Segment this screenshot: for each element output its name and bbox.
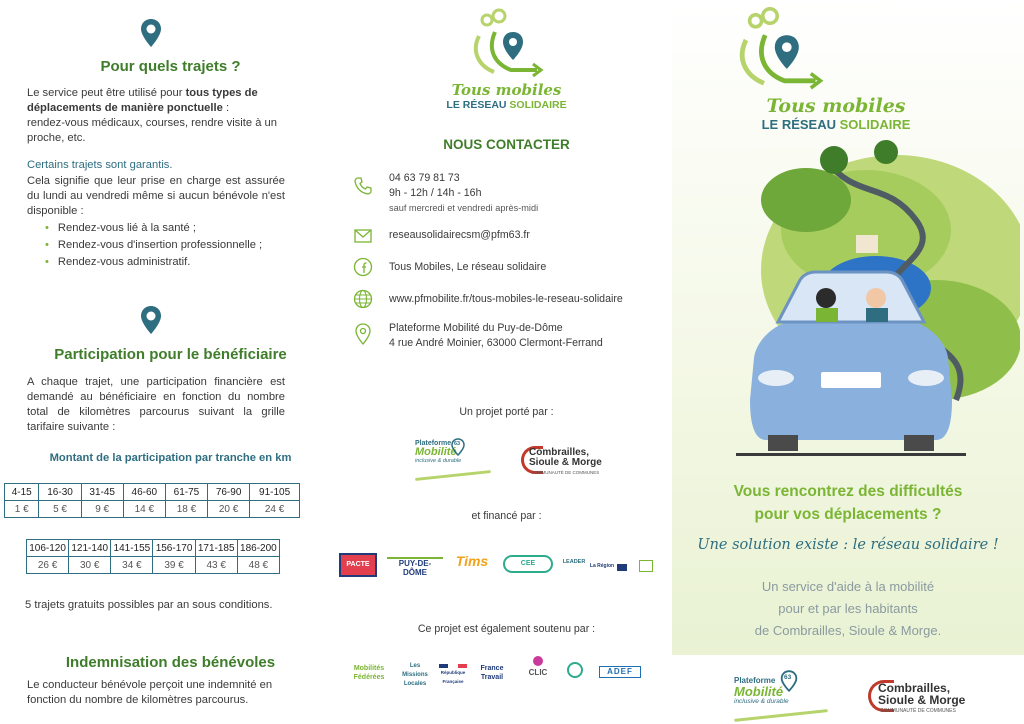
contact-phone: 04 63 79 81 73 9h - 12h / 14h - 16h sauf mercredi et vendredi après-midi bbox=[389, 172, 539, 213]
location-pin-icon bbox=[140, 305, 162, 335]
tous-mobiles-logo-icon bbox=[449, 6, 549, 86]
section-title-participation: Participation pour le bénéficiaire bbox=[54, 346, 287, 363]
volunteers-paragraph: Le conducteur bénévole perçoit une indemnité en fonction du nombre de kilomètres parcourus. bbox=[27, 679, 273, 706]
service-description: Un service d'aide à la mobilité pour et par les habitants de Combrailles, Sioule & Morge. bbox=[754, 579, 942, 638]
emblem-icon bbox=[639, 560, 653, 572]
supported-by-label: Ce projet est également soutenu par : bbox=[417, 623, 596, 635]
participation-paragraph: A chaque trajet, une participation financière est demandé au bénéficiaire en fonction du nombre total de kilomètres parcourus suivant la grille tarifaire suivante : bbox=[27, 376, 285, 433]
project-by-label: Un projet porté par : bbox=[459, 406, 554, 418]
right-panel bbox=[672, 0, 1024, 724]
supporter-logo-mobilites-federees: Mobilités Fédérées bbox=[353, 665, 385, 681]
supporter-logo-adef: ADEF bbox=[599, 666, 641, 678]
combrailles-logo: Combrailles, Sioule & Morge COMMUNAUTÉ DE COMMUNES bbox=[868, 680, 978, 718]
funder-logo-pacte: PACTE bbox=[339, 553, 377, 577]
funder-logo-region: La Région bbox=[589, 563, 615, 569]
funder-logo-leader: LEADER bbox=[562, 559, 586, 565]
guaranteed-note: Certains trajets sont garantis. bbox=[27, 159, 173, 171]
supporter-logo-missions-locales: Les Missions Locales bbox=[402, 663, 428, 687]
list-item: • Rendez-vous d'insertion professionnelle ; bbox=[45, 237, 262, 254]
contact-facebook[interactable]: Tous Mobiles, Le réseau solidaire bbox=[389, 261, 547, 273]
tagline: Une solution existe : le réseau solidaire ! bbox=[697, 537, 999, 553]
facebook-icon bbox=[353, 257, 373, 277]
brand-logo: Tous mobiles LE RÉSEAU SOLIDAIRE bbox=[761, 95, 911, 132]
plateforme-mobilite-logo: Plateforme Mobilité inclusive & durable 63 bbox=[415, 440, 495, 480]
phone-icon bbox=[353, 176, 373, 196]
financed-by-label: et financé par : bbox=[471, 510, 542, 522]
tous-mobiles-logo-icon bbox=[710, 4, 830, 100]
list-item: • Rendez-vous administratif. bbox=[45, 254, 262, 271]
eu-flag-icon bbox=[617, 564, 627, 571]
location-icon bbox=[353, 322, 373, 346]
plateforme-mobilite-logo: Plateforme Mobilité inclusive & durable 63 bbox=[734, 676, 834, 720]
funder-logo-tims: Tims bbox=[455, 553, 489, 569]
location-pin-icon bbox=[140, 18, 162, 48]
contact-email[interactable]: reseausolidairecsm@pfm63.fr bbox=[389, 229, 530, 241]
email-icon bbox=[353, 226, 373, 246]
tariff-table-title: Montant de la participation par tranche en km bbox=[49, 452, 292, 464]
trips-paragraph: Le service peut être utilisé pour tous types de déplacements de manière ponctuelle : rendez-vous médicaux, courses, rendre visite à un proche, etc. bbox=[27, 87, 277, 144]
left-panel bbox=[0, 0, 341, 724]
guaranteed-list bbox=[45, 220, 262, 271]
landscape-car-illustration bbox=[716, 140, 1020, 460]
headline: Vous rencontrez des difficultés pour vos déplacements ? bbox=[733, 483, 963, 523]
contact-address: Plateforme Mobilité du Puy-de-Dôme 4 rue André Moinier, 63000 Clermont-Ferrand bbox=[389, 322, 603, 349]
supporter-logo-clic: CLIC bbox=[528, 668, 548, 677]
list-item: • Rendez-vous lié à la santé ; bbox=[45, 220, 262, 237]
funder-logo-puy-de-dome: PUY-DE-DÔME bbox=[387, 557, 443, 577]
supporter-logo-france-travail: France Travail bbox=[480, 665, 504, 681]
free-trips-note: 5 trajets gratuits possibles par an sous conditions. bbox=[25, 599, 273, 611]
swirl-icon bbox=[567, 662, 583, 678]
contact-website[interactable]: www.pfmobilite.fr/tous-mobiles-le-reseau-solidaire bbox=[389, 293, 623, 305]
contact-title: NOUS CONTACTER bbox=[443, 137, 570, 152]
section-title-trips: Pour quels trajets ? bbox=[100, 58, 241, 75]
section-title-volunteers: Indemnisation des bénévoles bbox=[65, 654, 276, 671]
combrailles-logo: Combrailles, Sioule & Morge COMMUNAUTÉ DE COMMUNES bbox=[521, 446, 611, 480]
middle-panel bbox=[341, 0, 672, 724]
guaranteed-paragraph: Cela signifie que leur prise en charge est assurée du lundi au vendredi même si aucun bénévole n'est disponible : bbox=[27, 175, 285, 217]
tariff-table-2: 106-120 121-140 141-155 156-170 171-185 186-200 26 € 30 € 34 € 39 € 43 € 48 € bbox=[26, 539, 280, 574]
flower-icon bbox=[533, 656, 543, 666]
globe-icon bbox=[353, 289, 373, 309]
supporter-logo-republique: République Française bbox=[439, 664, 467, 686]
funder-logo-cee: CEE bbox=[503, 555, 553, 573]
brand-logo: Tous mobiles LE RÉSEAU SOLIDAIRE bbox=[446, 81, 567, 111]
tariff-table-1: 4-15 16-30 31-45 46-60 61-75 76-90 91-105 1 € 5 € 9 € 14 € 18 € 20 € 24 € bbox=[4, 483, 300, 518]
